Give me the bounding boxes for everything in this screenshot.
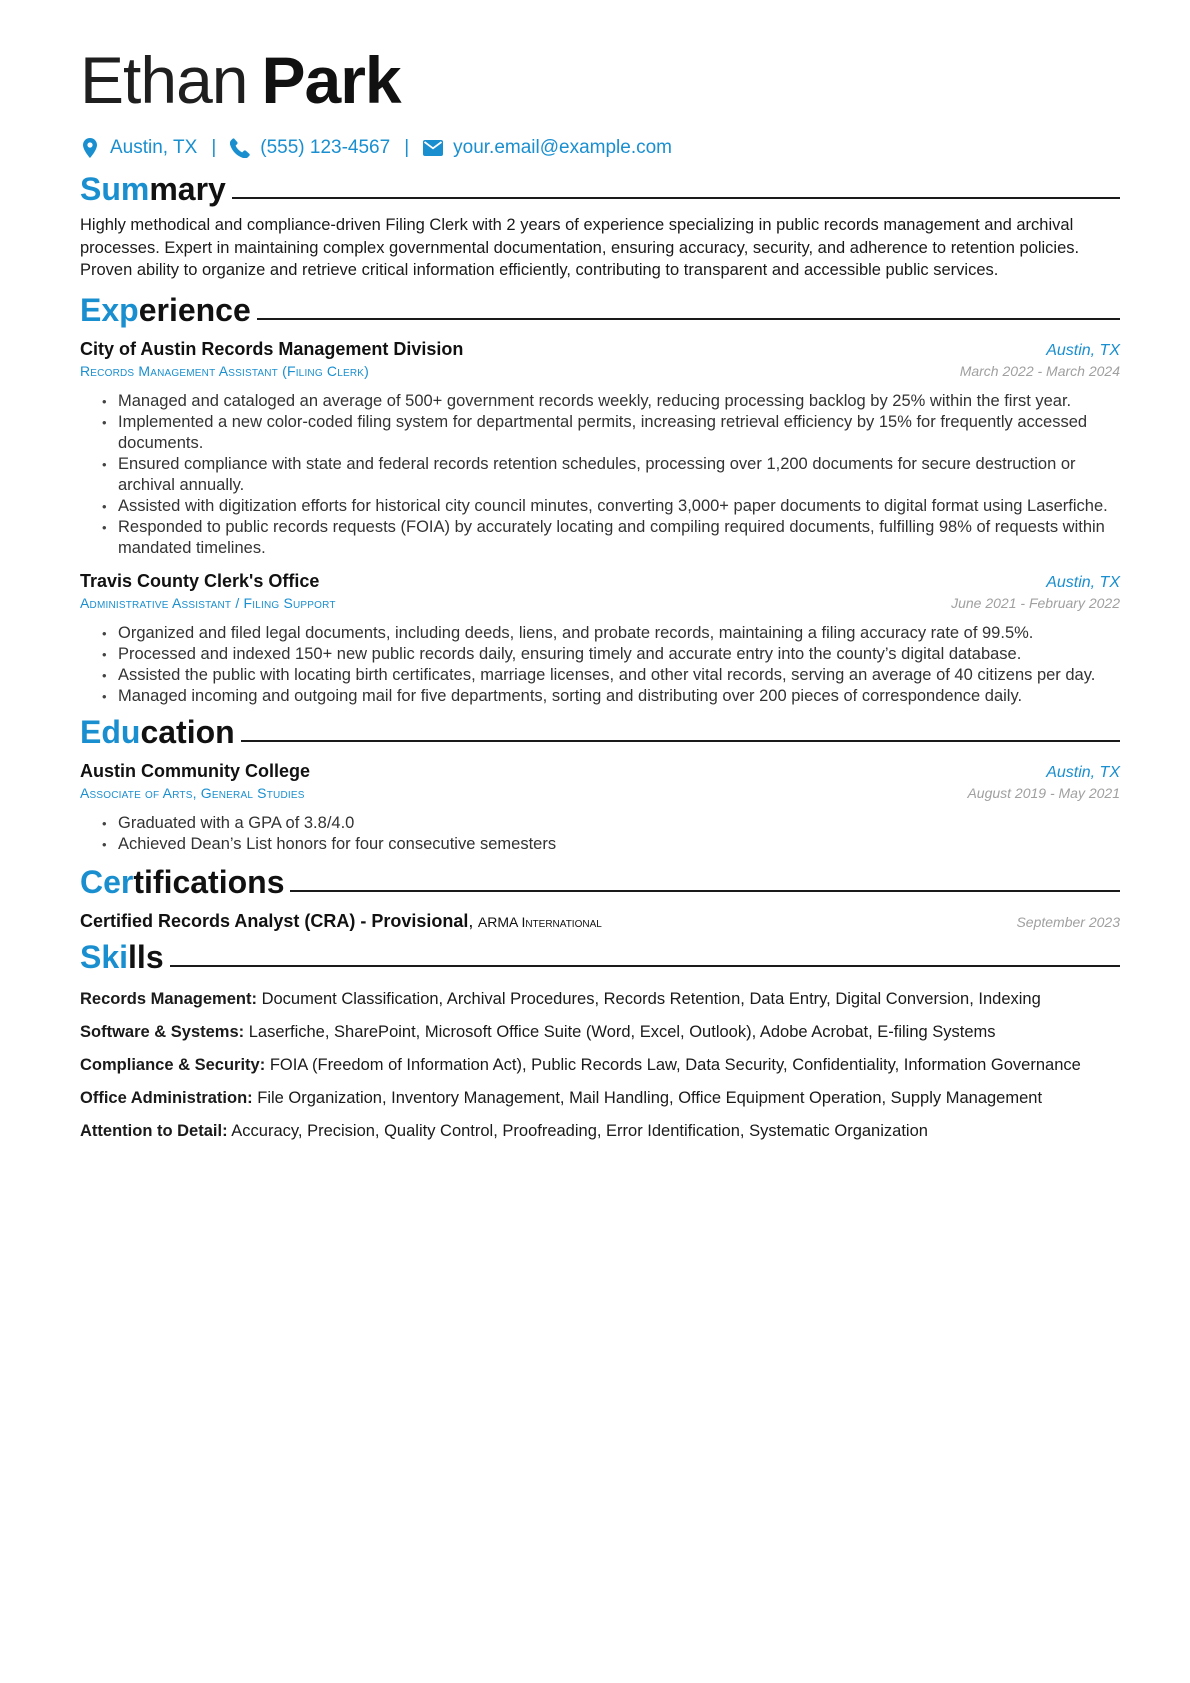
list-item: • Managed and cataloged an average of 500+ government records weekly, reducing processing backlog by 25% within the first year. <box>80 391 1120 412</box>
certification-entry <box>80 911 1120 932</box>
job-role: Administrative Assistant / Filing Support <box>80 595 336 612</box>
job-dates: June 2021 - February 2022 <box>951 595 1120 612</box>
education-dates: August 2019 - May 2021 <box>967 785 1120 802</box>
list-item: • Assisted the public with locating birth certificates, marriage licenses, and other vital records, serving an average of 40 citizens per day. <box>80 665 1120 686</box>
list-item: • Organized and filed legal documents, including deeds, liens, and probate records, maintaining a filing accuracy rate of 99.5%. <box>80 623 1120 644</box>
section-rule <box>257 318 1120 320</box>
section-title: Experience <box>80 292 251 329</box>
job-bullets <box>80 623 1120 707</box>
section-rule <box>170 965 1120 967</box>
section-title: Education <box>80 714 235 751</box>
section-rule <box>232 197 1120 199</box>
contact-separator: | <box>211 137 217 158</box>
resume-page <box>80 0 1120 1153</box>
list-item: • Processed and indexed 150+ new public records daily, ensuring timely and accurate entry into the county’s digital database. <box>80 644 1120 665</box>
skills-list <box>80 988 1120 1142</box>
list-item: • Achieved Dean’s List honors for four consecutive semesters <box>80 834 1120 855</box>
skills-value: File Organization, Inventory Management, Mail Handling, Office Equipment Operation, Supply Management <box>257 1089 1043 1108</box>
skills-label: Software & Systems: <box>80 1023 245 1042</box>
candidate-name <box>80 40 1120 120</box>
skills-value: FOIA (Freedom of Information Act), Public Records Law, Data Security, Confidentiality, Information Governance <box>269 1056 1081 1075</box>
list-item: • Implemented a new color-coded filing system for departmental permits, increasing retrieval efficiency by 15% for frequently accessed documents. <box>80 412 1120 454</box>
skills-row <box>80 1021 1120 1043</box>
phone-icon <box>230 137 250 159</box>
first-name: Ethan <box>80 43 248 117</box>
contact-bar <box>80 134 1120 162</box>
contact-email[interactable] <box>423 137 672 159</box>
job-organization: Travis County Clerk's Office <box>80 571 320 592</box>
job-role: Records Management Assistant (Filing Clerk) <box>80 363 370 380</box>
email-link: your.email@example.com <box>453 137 672 158</box>
envelope-icon <box>423 137 443 159</box>
skills-row <box>80 1054 1120 1076</box>
phone-text: (555) 123-4567 <box>260 137 391 158</box>
contact-location <box>80 137 197 159</box>
skills-row <box>80 1087 1120 1109</box>
experience-heading <box>80 291 1120 329</box>
section-title: Skills <box>80 939 164 976</box>
skills-row <box>80 1120 1120 1142</box>
list-item: • Graduated with a GPA of 3.8/4.0 <box>80 813 1120 834</box>
degree: Associate of Arts, General Studies <box>80 785 305 802</box>
certification-name: Certified Records Analyst (CRA) - Provisional <box>80 911 469 932</box>
education-bullets <box>80 813 1120 855</box>
list-item: • Assisted with digitization efforts for historical city council minutes, converting 3,000+ paper documents to digital format using Laserfiche. <box>80 496 1120 517</box>
list-item: • Ensured compliance with state and federal records retention schedules, processing over 1,200 documents for secure destruction or archival annually. <box>80 454 1120 496</box>
skills-value: Accuracy, Precision, Quality Control, Proofreading, Error Identification, Systematic Organization <box>231 1122 928 1141</box>
job-location: Austin, TX <box>1046 342 1120 360</box>
certification-issuer: ARMA International <box>477 914 602 931</box>
list-item: • Managed incoming and outgoing mail for five departments, sorting and distributing over 200 pieces of correspondence daily. <box>80 686 1120 707</box>
section-rule <box>290 890 1120 892</box>
certification-date: September 2023 <box>1016 914 1120 931</box>
section-title: Summary <box>80 171 226 207</box>
section-rule <box>241 740 1120 742</box>
section-title: Certifications <box>80 864 285 901</box>
summary-text: Highly methodical and compliance-driven Filing Clerk with 2 years of experience specializing in public records management and archival processes. Expert in maintaining complex governmental documentation, ensuring accuracy, security, and adherence to retention policies. Proven ability to organize and retrieve critical information efficiently, contributing to transparent and accessible public services. <box>80 216 1080 280</box>
certification-comma: , <box>468 911 474 932</box>
skills-row <box>80 988 1120 1010</box>
skills-value: Laserfiche, SharePoint, Microsoft Office Suite (Word, Excel, Outlook), Adobe Acrobat, E-filing Systems <box>248 1023 996 1042</box>
education-entry <box>80 761 1120 855</box>
skills-label: Compliance & Security: <box>80 1056 266 1075</box>
location-text: Austin, TX <box>110 137 198 158</box>
job-entry <box>80 571 1120 707</box>
job-organization: City of Austin Records Management Division <box>80 339 464 360</box>
contact-separator: | <box>404 137 410 158</box>
skills-label: Attention to Detail: <box>80 1122 228 1141</box>
summary-heading <box>80 170 1120 208</box>
certifications-heading <box>80 863 1120 901</box>
job-entry <box>80 339 1120 559</box>
education-heading <box>80 713 1120 751</box>
skills-label: Office Administration: <box>80 1089 253 1108</box>
job-bullets <box>80 391 1120 559</box>
contact-phone[interactable] <box>230 137 390 159</box>
skills-label: Records Management: <box>80 990 257 1009</box>
map-marker-icon <box>80 137 100 159</box>
school-name: Austin Community College <box>80 761 311 782</box>
job-dates: March 2022 - March 2024 <box>959 363 1120 380</box>
job-location: Austin, TX <box>1046 574 1120 592</box>
last-name: Park <box>261 43 401 117</box>
skills-heading <box>80 938 1120 976</box>
skills-value: Document Classification, Archival Procedures, Records Retention, Data Entry, Digital Conversion, Indexing <box>261 990 1041 1009</box>
list-item: • Responded to public records requests (FOIA) by accurately locating and compiling required documents, fulfilling 98% of requests within mandated timelines. <box>80 517 1120 559</box>
school-location: Austin, TX <box>1046 764 1120 782</box>
